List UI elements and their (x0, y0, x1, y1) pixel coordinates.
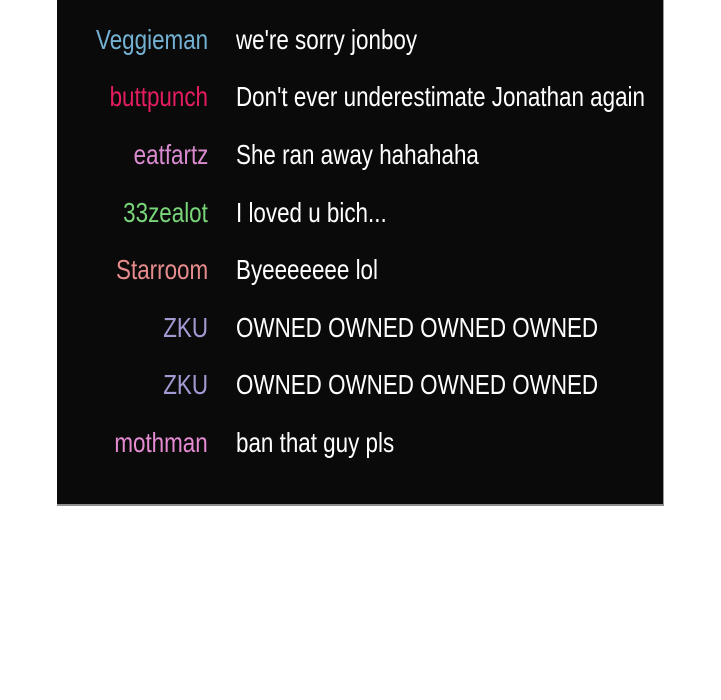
chat-username-cell (57, 23, 208, 55)
chat-username: 33zealot (123, 196, 208, 228)
chat-username-cell (57, 256, 208, 284)
chat-message-row (57, 357, 663, 415)
chat-username: Veggieman (95, 23, 208, 55)
chat-message-text: ban that guy pls (236, 426, 395, 458)
chat-username-cell (57, 371, 208, 399)
chat-message-row (57, 184, 663, 242)
chat-message-row (57, 69, 663, 127)
chat-username: eatfartz (133, 138, 208, 170)
chat-message-cell (208, 371, 664, 399)
chat-message-text: I loved u bich... (236, 196, 387, 228)
chat-username-cell (57, 83, 208, 111)
chat-message-text: Don't ever underestimate Jonathan again (236, 81, 645, 113)
chat-message-cell (208, 426, 663, 458)
chat-message-text: OWNED OWNED OWNED OWNED (236, 311, 599, 343)
chat-message-row (57, 126, 663, 184)
chat-message-list (57, 0, 663, 472)
chat-message-row (57, 299, 663, 357)
chat-username-cell (57, 196, 208, 228)
chat-message-text: Byeeeeeee lol (236, 254, 378, 286)
chat-username-cell (57, 426, 208, 458)
chat-username-cell (57, 311, 208, 343)
chat-message-cell (208, 196, 663, 228)
chat-message-row (57, 11, 663, 69)
chat-panel (57, 0, 664, 506)
chat-username-cell (57, 138, 208, 170)
chat-message-cell (208, 256, 663, 284)
chat-message-cell (208, 83, 664, 111)
chat-message-cell (208, 138, 663, 170)
chat-username: buttpunch (109, 81, 208, 113)
chat-message-text: OWNED OWNED OWNED OWNED (236, 369, 599, 401)
chat-username: mothman (114, 426, 208, 458)
chat-username: ZKU (163, 311, 208, 343)
chat-message-row (57, 241, 663, 299)
chat-message-cell (208, 23, 663, 55)
chat-username: Starroom (115, 254, 208, 286)
chat-message-row (57, 414, 663, 472)
chat-username: ZKU (163, 369, 208, 401)
chat-message-text: we're sorry jonboy (236, 23, 418, 55)
chat-message-text: She ran away hahahaha (236, 138, 479, 170)
chat-message-cell (208, 311, 664, 343)
